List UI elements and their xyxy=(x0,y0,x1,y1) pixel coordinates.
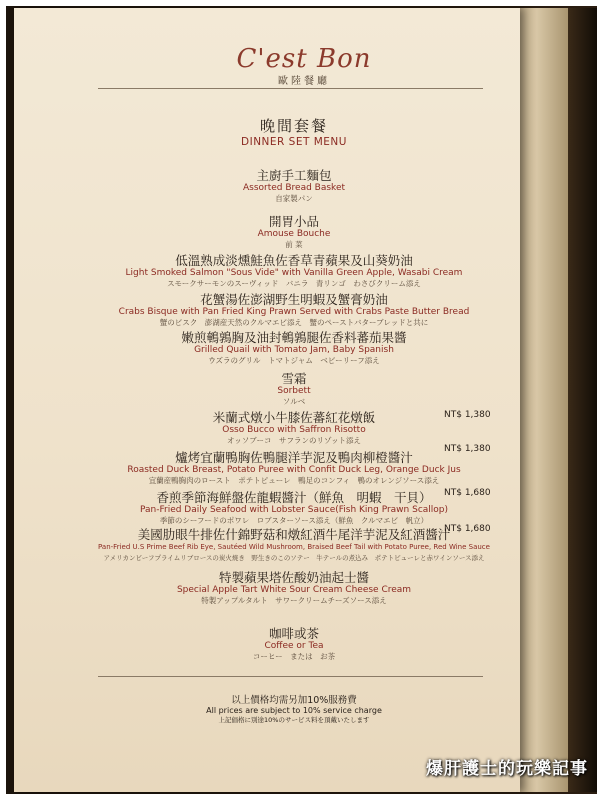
course-jp: 特製アップルタルト サワークリームチーズソース添え xyxy=(201,596,387,605)
course-zh: 美國肋眼牛排佐什錦野菇和燉紅酒牛尾洋芋泥及紅酒醬汁 xyxy=(137,527,451,542)
logo-subtitle: 歐陸餐廳 xyxy=(278,76,330,87)
course-item xyxy=(94,292,494,328)
course-price: NT$ 1,680 xyxy=(444,488,491,498)
course-item xyxy=(84,527,504,563)
course-zh: 低溫熟成淡燻鮭魚佐香草青蘋果及山葵奶油 xyxy=(175,253,413,268)
course-price: NT$ 1,380 xyxy=(444,410,491,420)
menu-binder-shadow xyxy=(568,8,597,792)
course-zh: 香煎季節海鮮盤佐龍蝦醬汁（鮮魚 明蝦 干貝） xyxy=(156,490,432,505)
course-en: Pan-Fried Daily Seafood with Lobster Sauce(Fish King Prawn Scallop) xyxy=(139,505,449,515)
course-item xyxy=(94,570,494,606)
menu-page xyxy=(14,8,520,792)
course-jp: 宜蘭産鴨胸肉のロースト ポテトピューレ 鴨足のコンフィ 鴨のオレンジソース添え xyxy=(148,476,440,485)
course-en: Roasted Duck Breast, Potato Puree with Confit Duck Leg, Orange Duck Jus xyxy=(127,465,461,475)
course-jp: スモークサーモンのスーヴィッド バニラ 青リンゴ わさびクリーム添え xyxy=(167,279,421,288)
menu-title xyxy=(94,115,494,148)
course-jp: コーヒー または お茶 xyxy=(252,652,336,661)
course-item xyxy=(94,490,494,526)
course-en: Pan-Fried U.S Prime Beef Rib Eye, Sautéed Wild Mushroom, Braised Beef Tail with Potato Puree, Red Wine Sauce xyxy=(98,543,490,551)
course-jp: オッソブーコ サフランのリゾット添え xyxy=(226,436,362,445)
course-en: Special Apple Tart White Sour Cream Cheese Cream xyxy=(176,585,412,595)
course-jp: ソルベ xyxy=(282,397,306,406)
course-zh: 米蘭式燉小牛膝佐蕃紅花燉飯 xyxy=(212,410,376,425)
course-item xyxy=(94,330,494,366)
service-note-en: All prices are subject to 10% service charge xyxy=(206,706,382,715)
menu-page-edge xyxy=(520,8,568,792)
course-zh: 開胃小品 xyxy=(268,214,319,229)
course-jp: 前 菜 xyxy=(285,240,303,249)
logo-script: C'est Bon xyxy=(236,44,372,74)
service-note-zh: 以上價格均需另加10%服務費 xyxy=(231,695,357,706)
course-zh: 嫩煎鵪鶉胸及油封鵪鶉腿佐香料蕃茄果醬 xyxy=(181,330,407,345)
course-en: Coffee or Tea xyxy=(264,641,324,651)
course-en: Sorbett xyxy=(277,386,311,396)
course-jp: アメリカンビーフプライムリブロースの炭火焼き 野生きのこのソテー 牛テールの煮込み ポテトピューレと赤ワインソース添え xyxy=(103,554,485,562)
service-note-jp: 上記価格に別途10%のサービス料を頂戴いたします xyxy=(218,716,370,724)
course-zh: 咖啡或茶 xyxy=(268,626,319,641)
course-en: Amouse Bouche xyxy=(257,229,331,239)
menu-photo xyxy=(6,6,597,794)
course-en: Osso Bucco with Saffron Risotto xyxy=(222,425,366,435)
course-en: Light Smoked Salmon "Sous Vide" with Vanilla Green Apple, Wasabi Cream xyxy=(125,268,463,278)
course-price: NT$ 1,380 xyxy=(444,444,491,454)
course-zh: 花蟹湯佐澎湖野生明蝦及蟹膏奶油 xyxy=(200,292,388,307)
course-item xyxy=(94,410,494,446)
blog-watermark: 爆肝護士的玩樂記事 xyxy=(426,759,588,779)
course-item xyxy=(94,253,494,289)
course-zh: 特製蘋果塔佐酸奶油起士醬 xyxy=(218,570,369,585)
course-item xyxy=(94,450,494,486)
course-price: NT$ 1,680 xyxy=(444,524,491,534)
course-jp: ウズラのグリル トマトジャム ベビーリーフ添え xyxy=(208,356,380,365)
course-en: Grilled Quail with Tomato Jam, Baby Spanish xyxy=(194,345,394,355)
logo-divider xyxy=(98,88,483,89)
course-jp: 自家製パン xyxy=(275,194,313,203)
menu-title-zh: 晚間套餐 xyxy=(259,117,328,135)
course-en: Crabs Bisque with Pan Fried King Prawn Served with Crabs Paste Butter Bread xyxy=(118,307,470,317)
service-charge-note xyxy=(94,692,494,724)
course-zh: 爐烤宜蘭鴨胸佐鴨腿洋芋泥及鴨肉柳橙醬汁 xyxy=(175,450,413,465)
footer-divider xyxy=(98,676,483,677)
course-zh: 雪霜 xyxy=(281,371,307,386)
restaurant-logo xyxy=(194,44,414,94)
course-item xyxy=(94,214,494,250)
course-item xyxy=(94,168,494,204)
course-en: Assorted Bread Basket xyxy=(242,183,346,193)
course-item xyxy=(94,371,494,407)
course-zh: 主廚手工麵包 xyxy=(256,168,332,183)
menu-title-en: DINNER SET MENU xyxy=(241,136,347,148)
course-item xyxy=(94,626,494,662)
course-jp: 蟹のビスク 澎湖産天然のクルマエビ添え 蟹のペーストバターブレッドと共に xyxy=(159,318,429,327)
course-jp: 季節のシーフードのポワレ ロブスターソース添え（鮮魚 クルマエビ 帆立） xyxy=(159,516,429,525)
